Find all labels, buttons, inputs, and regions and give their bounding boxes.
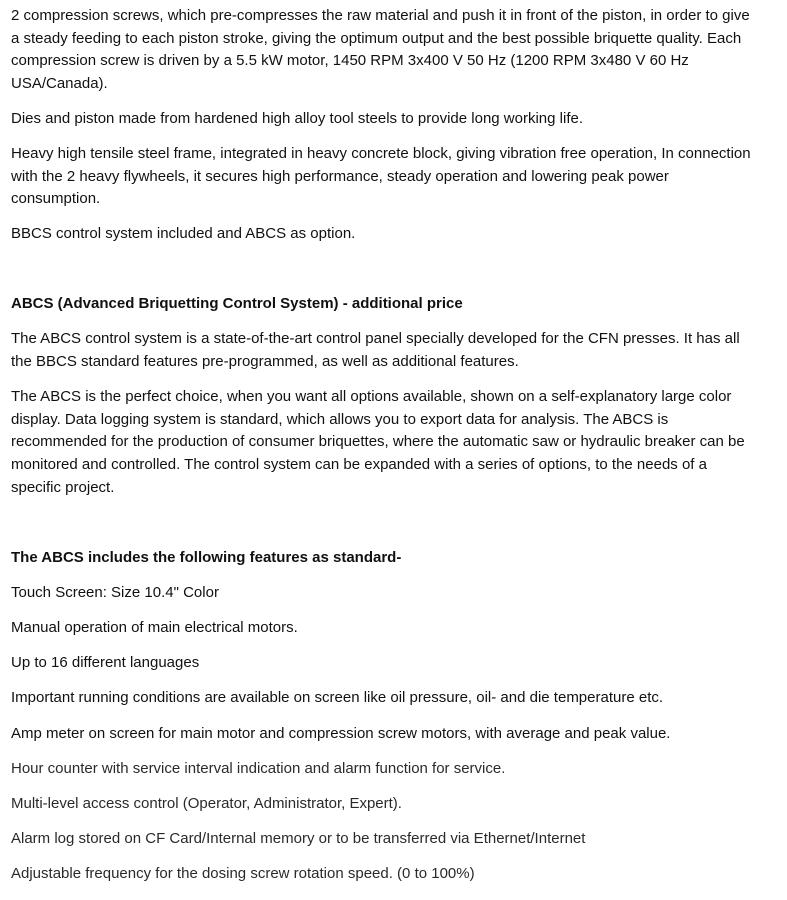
abcs-paragraph-details: The ABCS is the perfect choice, when you want all options available, shown on a self-explanatory large color display. Data logging system is standard, which allows you to export data for analysis. The ABCS is recommended for the production of consumer briquettes, where the automatic saw or hydraulic breaker can be monitored and controlled. The control system can be expanded with a series of options, to the needs of a specific project. (11, 388, 745, 496)
abcs-paragraph-overview: The ABCS control system is a state-of-the-art control panel specially developed for the CFN presses. It has all the BBCS standard features pre-programmed, as well as additional features. (11, 330, 740, 371)
feature-item-languages: Up to 16 different languages (11, 654, 200, 672)
abcs-heading: ABCS (Advanced Briquetting Control System) - additional price (11, 295, 463, 313)
intro-paragraph-steel-frame: Heavy high tensile steel frame, integrated in heavy concrete block, giving vibration free operation, In connection with the 2 heavy flywheels, it secures high performance, steady operation and lowering peak power consumption. (11, 144, 751, 208)
features-section (11, 547, 787, 886)
section-spacer (11, 512, 787, 547)
feature-item-access-control: Multi-level access control (Operator, Administrator, Expert). (11, 794, 402, 812)
intro-paragraph-compression-screws: 2 compression screws, which pre-compresses the raw material and push it in front of the piston, in order to give a steady feeding to each piston stroke, giving the optimum output and the best possible briquette quality. Each compression screw is driven by a 5.5 kW motor, 1450 RPM 3x400 V 50 Hz (1200 RPM 3x480 V 60 Hz USA/Canada). (11, 7, 750, 92)
intro-section (11, 5, 787, 246)
feature-item-manual-operation: Manual operation of main electrical motors. (11, 618, 298, 636)
feature-item-amp-meter: Amp meter on screen for main motor and compression screw motors, with average and peak value. (11, 724, 671, 742)
feature-item-running-conditions: Important running conditions are available on screen like oil pressure, oil- and die temperature etc. (11, 689, 664, 707)
feature-item-hour-counter: Hour counter with service interval indication and alarm function for service. (11, 759, 506, 777)
features-heading: The ABCS includes the following features as standard- (11, 548, 402, 566)
abcs-section (11, 293, 787, 499)
intro-paragraph-bbcs: BBCS control system included and ABCS as option. (11, 225, 356, 243)
intro-paragraph-dies-piston: Dies and piston made from hardened high alloy tool steels to provide long working life. (11, 109, 583, 127)
section-spacer (11, 258, 787, 293)
feature-item-dosing-frequency: Adjustable frequency for the dosing screw rotation speed. (0 to 100%) (11, 865, 475, 883)
feature-item-touch-screen: Touch Screen: Size 10.4" Color (11, 583, 219, 601)
feature-item-alarm-log: Alarm log stored on CF Card/Internal memory or to be transferred via Ethernet/Internet (11, 830, 586, 848)
